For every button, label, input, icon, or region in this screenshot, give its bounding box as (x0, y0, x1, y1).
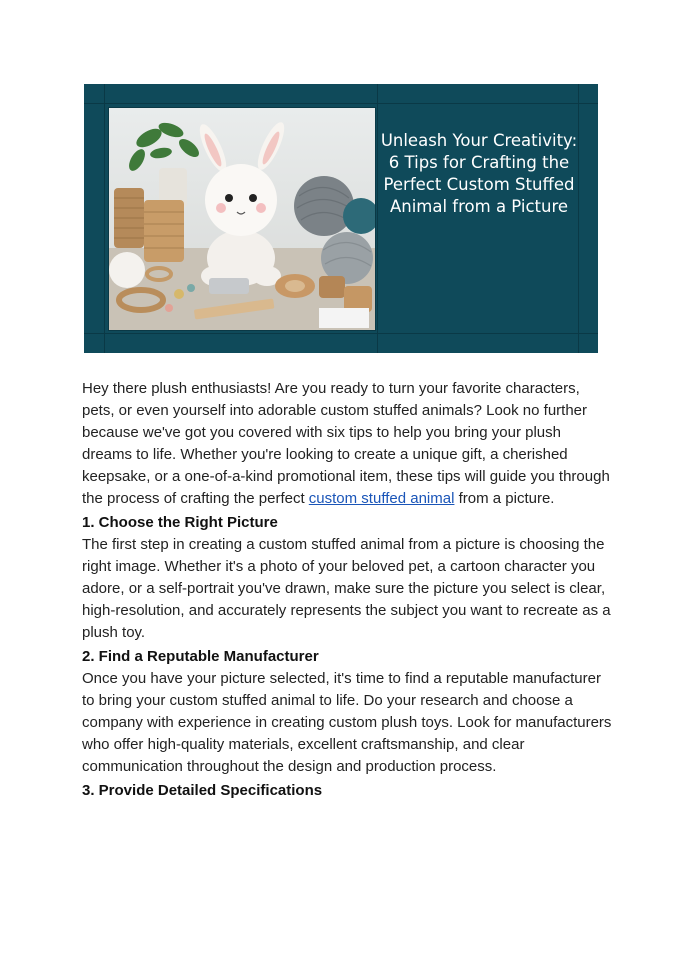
banner-frame-bottom (84, 333, 598, 334)
banner-frame-top (84, 103, 598, 104)
intro-text-end: from a picture. (454, 490, 555, 507)
section-body-2: Once you have your picture selected, it's time to find a reputable manufacturer to bring your custom stuffed animal to life. Do your research and choose a company with experience in creating custom plush toys. Look for manufacturers who offer high-quality materials, excellent craftsmanship, and clear communication throughout the design and production process. (82, 670, 612, 775)
intro-paragraph (82, 378, 612, 510)
section-body-1: The first step in creating a custom stuffed animal from a picture is choosing the right image. Whether it's a photo of your beloved pet, a cartoon character you adore, or a self-portrait you've drawn, make sure the picture you select is clear, high-resolution, and accurately represents the subject you want to recreate as a plush toy. (82, 536, 611, 641)
section-heading-3: 3. Provide Detailed Specifications (82, 782, 323, 799)
banner-frame-right (578, 84, 579, 353)
section-heading-2: 2. Find a Reputable Manufacturer (82, 648, 319, 665)
section-heading-1: 1. Choose the Right Picture (82, 514, 278, 531)
banner-frame-left (104, 84, 105, 353)
article-body (82, 378, 612, 802)
intro-text: Hey there plush enthusiasts! Are you ready to turn your favorite characters, pets, or even yourself into adorable custom stuffed animals? Look no further because we've got you covered with six tips to help you bring your plush dreams to life. Whether you're looking to create a unique gift, a cherished keepsake, or a one-of-a-kind promotional item, these tips will guide you through the process of crafting the perfect (82, 380, 610, 507)
custom-stuffed-animal-link[interactable]: custom stuffed animal (308, 490, 455, 507)
banner-frame-mid (377, 84, 378, 353)
plush-bunny-photo (108, 107, 376, 331)
banner-title: Unleash Your Creativity: 6 Tips for Crafting the Perfect Custom Stuffed Animal from a Picture (380, 131, 578, 216)
